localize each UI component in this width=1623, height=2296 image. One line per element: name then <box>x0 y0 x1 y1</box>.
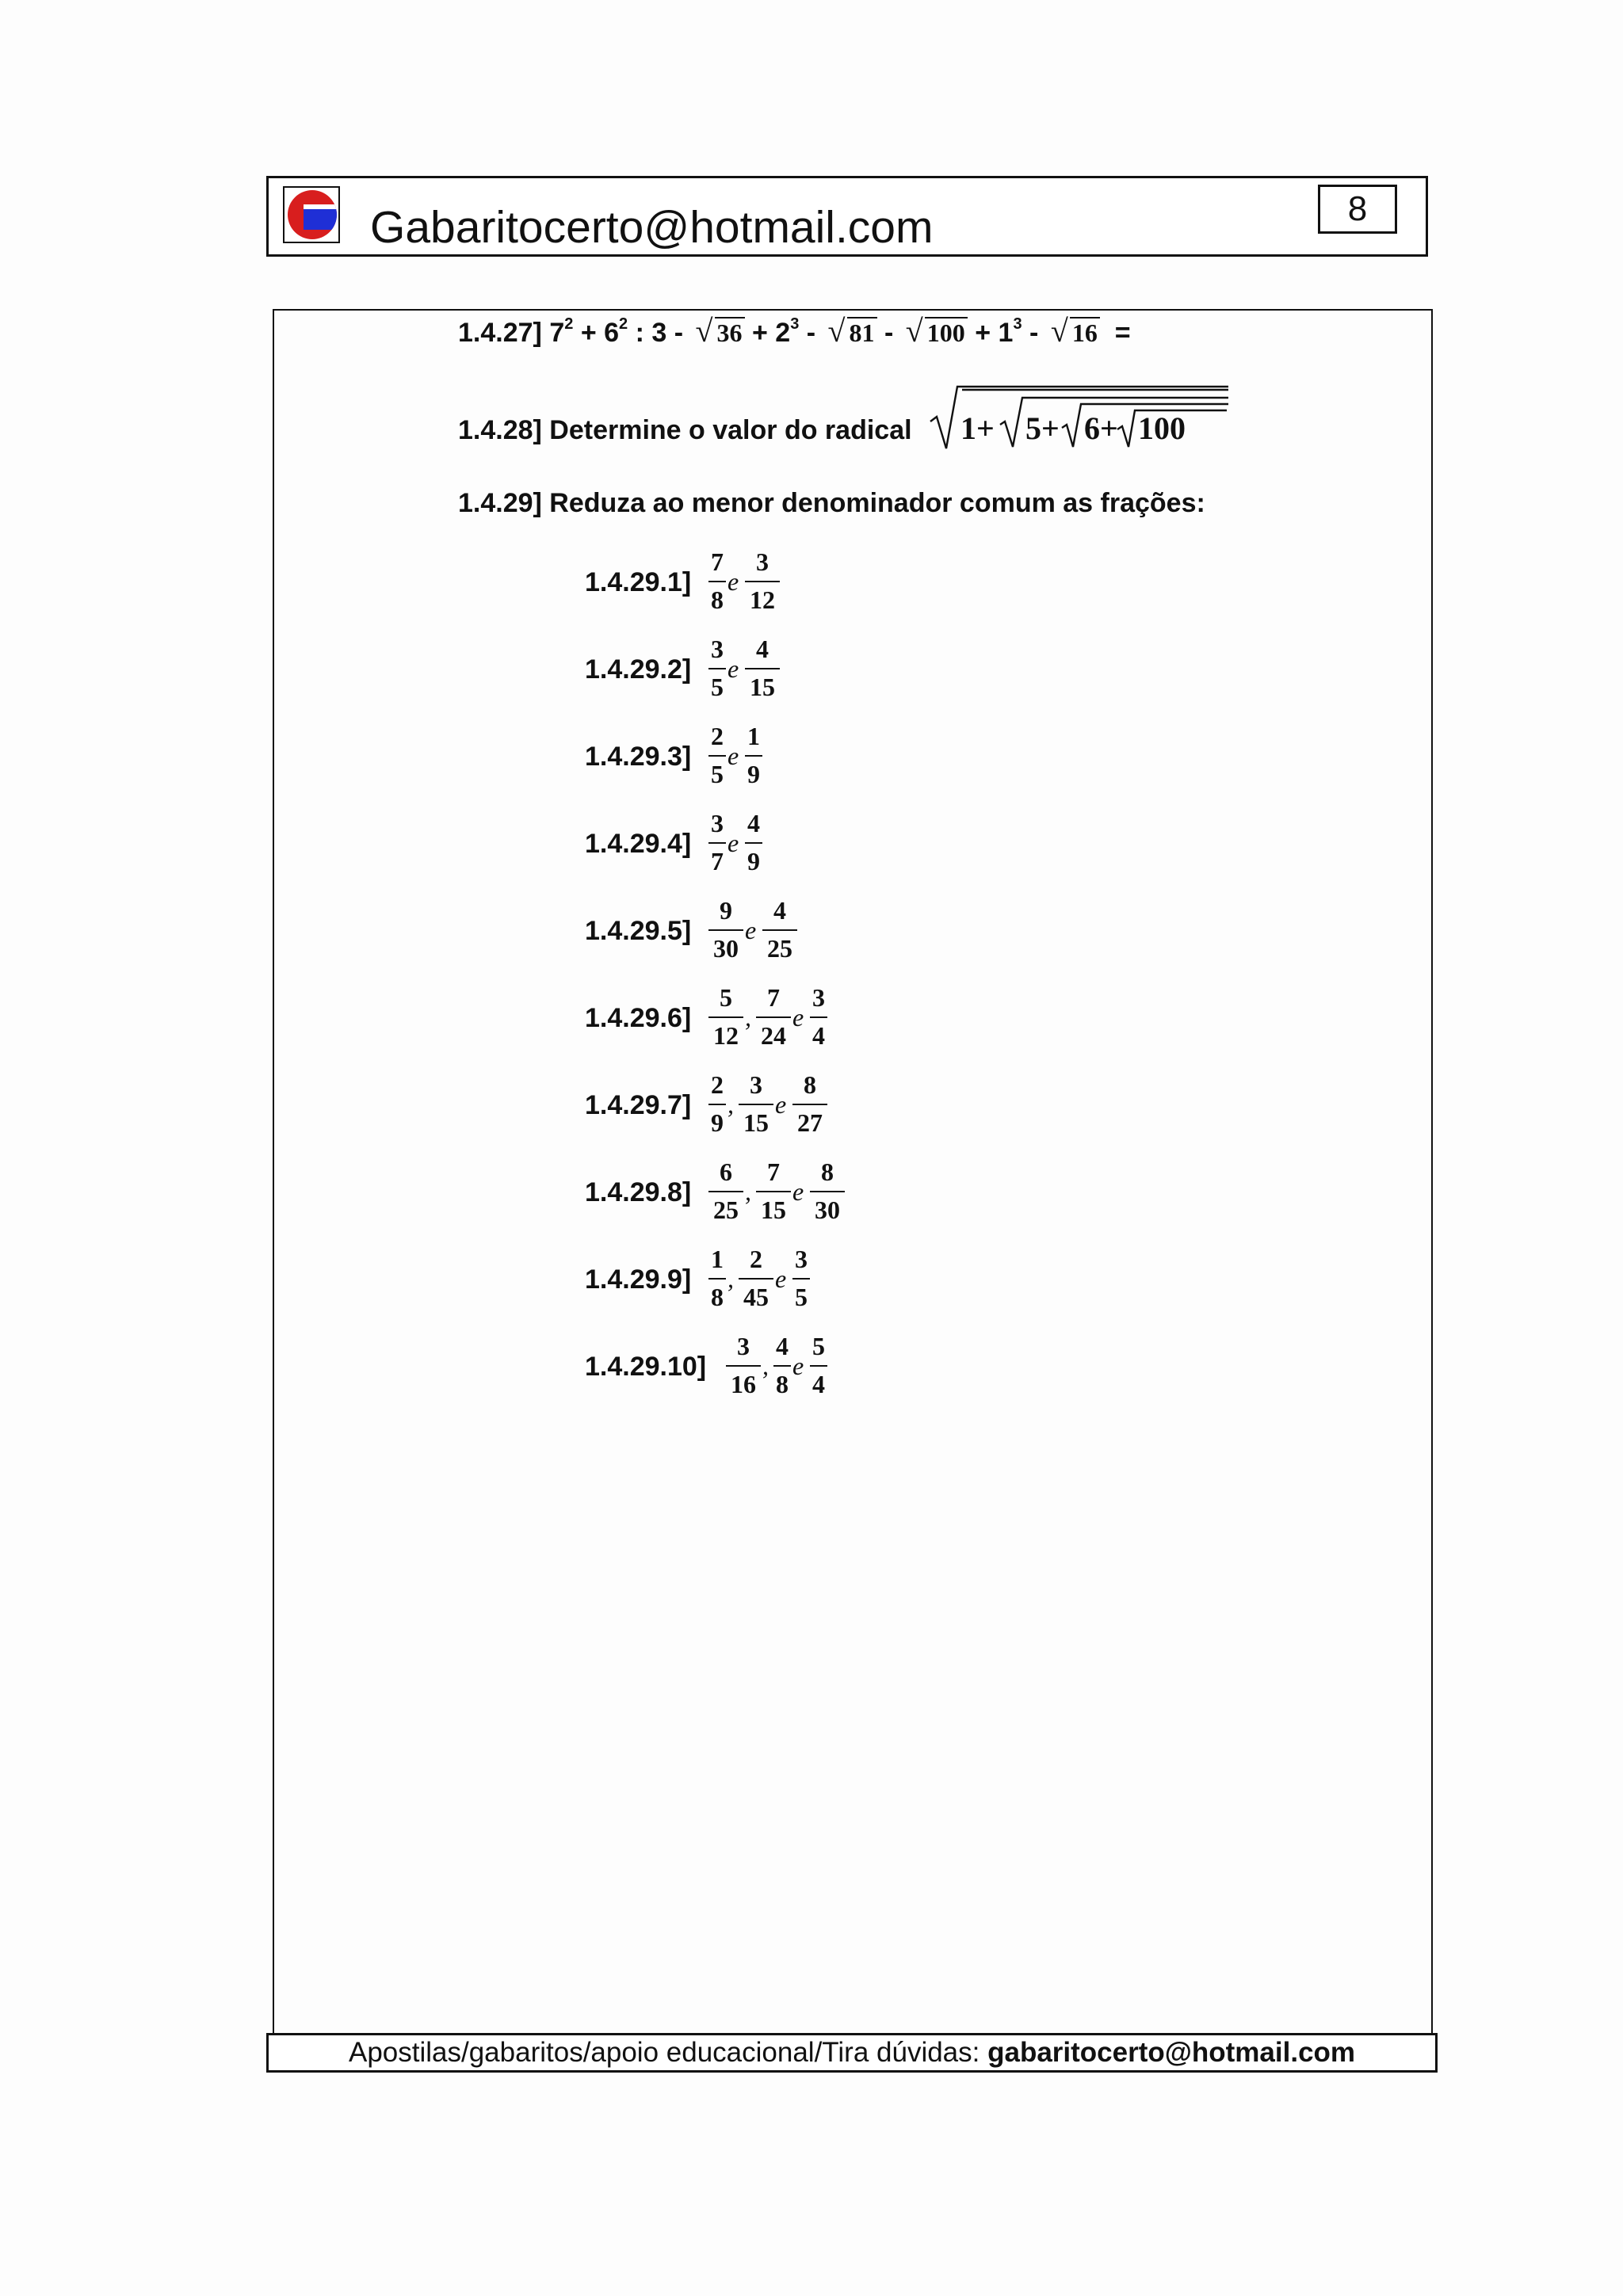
denominator: 8 <box>711 1283 724 1311</box>
numerator: 8 <box>821 1158 834 1186</box>
radicand: 100 <box>925 317 968 348</box>
fraction <box>705 1244 729 1315</box>
fraction <box>807 982 831 1054</box>
fraction <box>807 1331 831 1402</box>
fraction-bar <box>792 1104 827 1105</box>
fraction-bar <box>708 929 743 931</box>
fraction-bar <box>745 581 780 582</box>
item-label: 1.4.29.10] <box>585 1352 707 1382</box>
fraction-bar <box>773 1365 791 1367</box>
term: + 6 <box>580 318 620 348</box>
equals: = <box>1114 318 1131 348</box>
radicand: 81 <box>847 317 877 348</box>
fraction <box>705 1070 729 1141</box>
fraction-bar <box>756 1016 791 1018</box>
operator: - <box>1029 318 1039 348</box>
separator: e <box>792 1003 804 1032</box>
separator: e <box>727 654 739 683</box>
fraction-bar <box>708 581 726 582</box>
fraction <box>753 982 794 1054</box>
fraction <box>742 547 783 618</box>
numerator: 3 <box>795 1245 808 1273</box>
separator: e <box>727 829 739 857</box>
fraction <box>705 982 747 1054</box>
denominator: 15 <box>743 1108 769 1137</box>
fraction-bar <box>708 755 726 757</box>
separator: e <box>727 742 739 770</box>
denominator: 5 <box>795 1283 808 1311</box>
fraction-bar <box>708 1016 743 1018</box>
denominator: 30 <box>713 934 739 963</box>
term: + 1 <box>975 318 1014 348</box>
item-label: 1.4.29.8] <box>585 1177 692 1207</box>
radicand: 36 <box>715 317 745 348</box>
numerator: 5 <box>812 1332 825 1360</box>
denominator: 9 <box>711 1108 724 1137</box>
nested-radical <box>927 380 1228 452</box>
numerator: 4 <box>773 896 786 925</box>
numerator: 6 <box>720 1158 732 1186</box>
numerator: 7 <box>711 547 724 576</box>
item-label: 1.4.29.2] <box>585 654 692 685</box>
numerator: 1 <box>711 1245 724 1273</box>
fraction <box>735 1244 777 1315</box>
numerator: 3 <box>737 1332 750 1360</box>
fraction-bar <box>745 755 762 757</box>
fraction <box>705 721 729 792</box>
numerator: 4 <box>776 1332 789 1360</box>
fraction-bar <box>756 1191 791 1192</box>
operator: - <box>806 318 816 348</box>
denominator: 24 <box>761 1021 786 1050</box>
separator: e <box>775 1264 787 1293</box>
denominator: 5 <box>711 673 724 701</box>
denominator: 7 <box>711 847 724 875</box>
exponent: 2 <box>619 315 628 333</box>
radical: √ 81 <box>828 317 877 349</box>
separator: , <box>727 1090 734 1119</box>
numerator: 2 <box>711 722 724 750</box>
item-label: 1.4.29.3] <box>585 742 692 772</box>
separator: e <box>727 567 739 596</box>
item-label: 1.4.29.5] <box>585 916 692 946</box>
header-email: Gabaritocerto@hotmail.com <box>370 202 934 253</box>
exponent: 3 <box>790 315 800 333</box>
denominator: 9 <box>747 760 760 788</box>
footer-email: gabaritocerto@hotmail.com <box>987 2037 1356 2068</box>
fraction-bar <box>708 1278 726 1280</box>
separator: , <box>727 1264 734 1293</box>
radical: √ 100 <box>906 317 968 349</box>
fraction-bar <box>792 1278 810 1280</box>
exercise-1-4-27 <box>458 313 1131 349</box>
exercise-1-4-29: 1.4.29] Reduza ao menor denominador comum as frações: <box>458 488 1205 518</box>
fraction <box>742 808 766 879</box>
denominator: 12 <box>750 585 775 614</box>
separator: e <box>775 1090 787 1119</box>
denominator: 30 <box>815 1196 840 1224</box>
term: 7 <box>549 318 565 348</box>
page-number: 8 <box>1318 185 1397 234</box>
numerator: 3 <box>756 547 769 576</box>
radicand: 16 <box>1070 317 1100 348</box>
radical-term: 5+ <box>1025 410 1060 446</box>
denominator: 9 <box>747 847 760 875</box>
numerator: 7 <box>767 1158 780 1186</box>
separator: e <box>792 1352 804 1380</box>
fraction <box>735 1070 777 1141</box>
numerator: 4 <box>756 635 769 663</box>
item-label: 1.4.29.1] <box>585 567 692 597</box>
denominator: 8 <box>776 1370 789 1398</box>
fraction-bar <box>726 1365 761 1367</box>
fraction-bar <box>810 1016 827 1018</box>
fraction-bar <box>708 842 726 844</box>
fraction-bar <box>762 929 797 931</box>
fraction-bar <box>745 842 762 844</box>
numerator: 2 <box>711 1070 724 1099</box>
exercise-label: 1.4.27] <box>458 318 542 348</box>
denominator: 15 <box>750 673 775 701</box>
denominator: 45 <box>743 1283 769 1311</box>
fraction <box>807 1157 848 1228</box>
denominator: 4 <box>812 1021 825 1050</box>
fraction <box>789 1244 813 1315</box>
item-label: 1.4.29.4] <box>585 829 692 859</box>
separator: , <box>745 1003 751 1032</box>
fraction <box>705 547 729 618</box>
numerator: 4 <box>747 809 760 837</box>
denominator: 8 <box>711 585 724 614</box>
fraction <box>770 1331 794 1402</box>
fraction <box>705 808 729 879</box>
term: : 3 - <box>635 318 684 348</box>
fraction <box>742 634 783 705</box>
exercise-1-4-28: 1.4.28] Determine o valor do radical <box>458 415 912 445</box>
page-footer <box>266 2033 1438 2073</box>
fraction <box>705 1157 747 1228</box>
item-label: 1.4.29.7] <box>585 1090 692 1120</box>
item-label: 1.4.29.6] <box>585 1003 692 1033</box>
fraction <box>753 1157 794 1228</box>
fraction <box>742 721 766 792</box>
footer-text: Apostilas/gabaritos/apoio educacional/Tira dúvidas: <box>348 2037 988 2068</box>
numerator: 3 <box>812 983 825 1012</box>
fraction-bar <box>739 1104 773 1105</box>
content-frame <box>273 309 1433 2036</box>
numerator: 7 <box>767 983 780 1012</box>
denominator: 4 <box>812 1370 825 1398</box>
separator: , <box>762 1352 769 1380</box>
fraction-bar <box>810 1191 845 1192</box>
item-label: 1.4.29.9] <box>585 1264 692 1295</box>
fraction-bar <box>708 668 726 669</box>
radical-term: 100 <box>1138 410 1186 446</box>
exponent: 2 <box>564 315 574 333</box>
operator: - <box>884 318 894 348</box>
separator: e <box>745 916 757 944</box>
separator: , <box>745 1177 751 1206</box>
separator: e <box>792 1177 804 1206</box>
fraction-bar <box>745 668 780 669</box>
fraction-bar <box>708 1191 743 1192</box>
denominator: 27 <box>797 1108 823 1137</box>
denominator: 5 <box>711 760 724 788</box>
numerator: 8 <box>804 1070 816 1099</box>
numerator: 9 <box>720 896 732 925</box>
radical-term: 6+ <box>1084 410 1118 446</box>
fraction <box>705 634 729 705</box>
fraction <box>723 1331 764 1402</box>
radical: √ 16 <box>1051 317 1100 349</box>
logo <box>283 186 340 243</box>
fraction-bar <box>708 1104 726 1105</box>
radical-term: 1+ <box>960 410 995 446</box>
term: + 2 <box>751 318 791 348</box>
fraction <box>705 895 747 967</box>
numerator: 5 <box>720 983 732 1012</box>
numerator: 3 <box>711 809 724 837</box>
numerator: 3 <box>750 1070 762 1099</box>
denominator: 25 <box>767 934 792 963</box>
fraction-bar <box>810 1365 827 1367</box>
denominator: 12 <box>713 1021 739 1050</box>
exponent: 3 <box>1013 315 1022 333</box>
numerator: 2 <box>750 1245 762 1273</box>
radical: √ 36 <box>696 317 745 349</box>
denominator: 25 <box>713 1196 739 1224</box>
page-header <box>266 176 1428 257</box>
fraction <box>759 895 800 967</box>
denominator: 16 <box>731 1370 756 1398</box>
fraction <box>789 1070 831 1141</box>
numerator: 3 <box>711 635 724 663</box>
numerator: 1 <box>747 722 760 750</box>
fraction-bar <box>739 1278 773 1280</box>
denominator: 15 <box>761 1196 786 1224</box>
